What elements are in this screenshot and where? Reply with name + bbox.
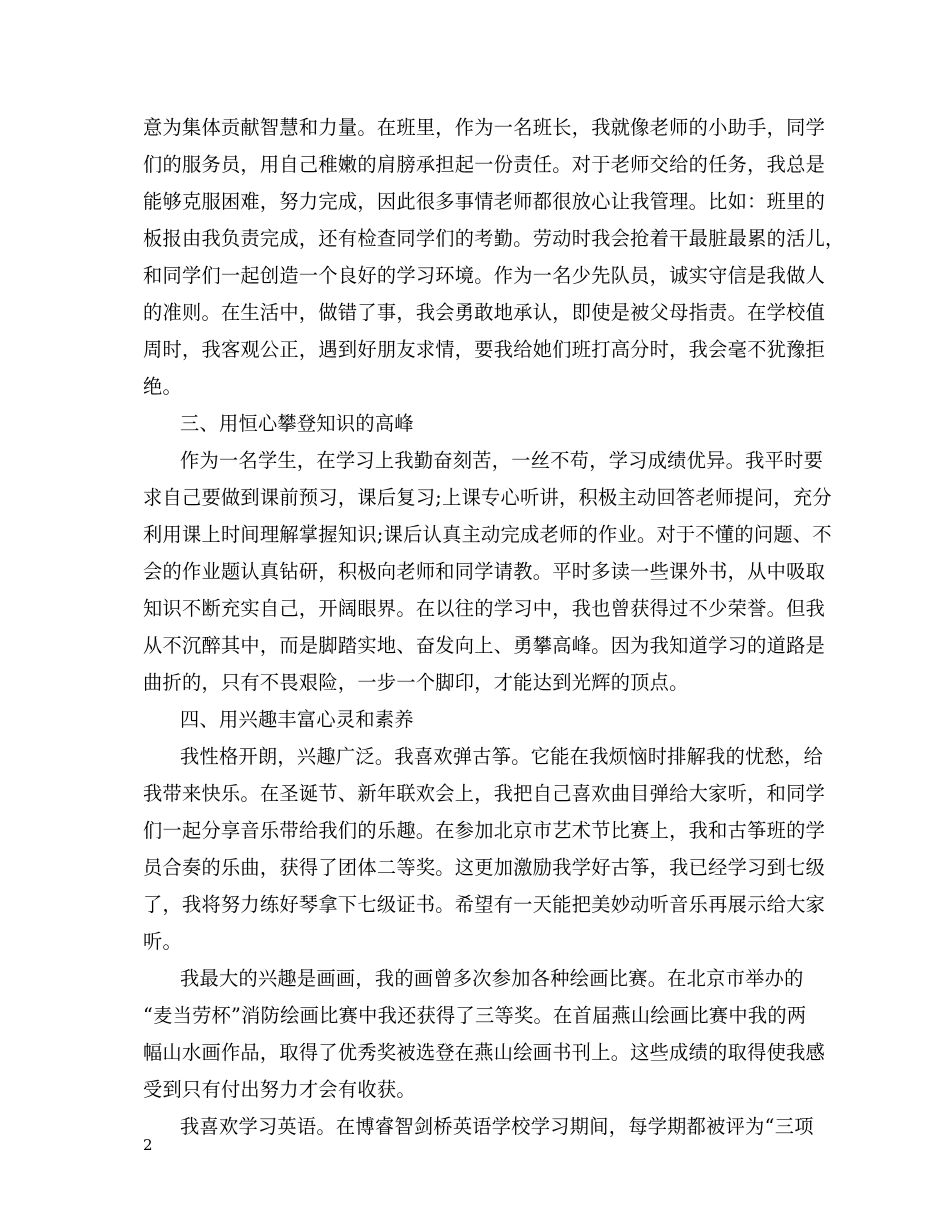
text-line: 受到只有付出努力才会有收获。 xyxy=(143,1078,416,1101)
section-heading: 三、用恒心攀登知识的高峰 xyxy=(180,412,414,435)
text-line: 曲折的，只有不畏艰险，一步一个脚印，才能达到光辉的顶点。 xyxy=(143,671,689,694)
text-line: 员合奏的乐曲，获得了团体二等奖。这更加激励我学好古筝，我已经学习到七级 xyxy=(143,856,826,879)
page-number: 2 xyxy=(143,1136,153,1154)
text-line: 绝。 xyxy=(143,375,182,398)
text-line: 听。 xyxy=(143,930,182,953)
paragraph-first-line: 作为一名学生，在学习上我勤奋刻苦，一丝不苟，学习成绩优异。我平时要 xyxy=(180,449,824,472)
text-line: 从不沉醉其中，而是脚踏实地、奋发向上、勇攀高峰。因为我知道学习的道路是 xyxy=(143,634,826,657)
text-line: 能够克服困难，努力完成，因此很多事情老师都很放心让我管理。比如：班里的 xyxy=(143,190,826,213)
text-line: 我带来快乐。在圣诞节、新年联欢会上，我把自己喜欢曲目弹给大家听，和同学 xyxy=(143,782,826,805)
text-line: 利用课上时间理解掌握知识;课后认真主动完成老师的作业。对于不懂的问题、不 xyxy=(143,523,832,546)
text-line: 求自己要做到课前预习，课后复习;上课专心听讲，积极主动回答老师提问，充分 xyxy=(143,486,832,509)
paragraph-first-line: 我性格开朗，兴趣广泛。我喜欢弹古筝。它能在我烦恼时排解我的忧愁，给 xyxy=(180,745,824,768)
text-line: 和同学们一起创造一个良好的学习环境。作为一名少先队员，诚实守信是我做人 xyxy=(143,264,826,287)
text-line: 们的服务员，用自己稚嫩的肩膀承担起一份责任。对于老师交给的任务，我总是 xyxy=(143,153,826,176)
text-line: 幅山水画作品，取得了优秀奖被选登在燕山绘画书刊上。这些成绩的取得使我感 xyxy=(143,1041,826,1064)
text-line: 会的作业题认真钻研，积极向老师和同学请教。平时多读一些课外书，从中吸取 xyxy=(143,560,826,583)
text-line: 意为集体贡献智慧和力量。在班里，作为一名班长，我就像老师的小助手，同学 xyxy=(143,116,826,139)
text-line: 知识不断充实自己，开阔眼界。在以往的学习中，我也曾获得过不少荣誉。但我 xyxy=(143,597,826,620)
text-line: “麦当劳杯”消防绘画比赛中我还获得了三等奖。在首届燕山绘画比赛中我的两 xyxy=(143,1004,807,1027)
text-line: 了，我将努力练好琴拿下七级证书。希望有一天能把美妙动听音乐再展示给大家 xyxy=(143,893,826,916)
text-line: 们一起分享音乐带给我们的乐趣。在参加北京市艺术节比赛上，我和古筝班的学 xyxy=(143,819,826,842)
text-line: 周时，我客观公正，遇到好朋友求情，要我给她们班打高分时，我会毫不犹豫拒 xyxy=(143,338,826,361)
paragraph-first-line: 我最大的兴趣是画画，我的画曾多次参加各种绘画比赛。在北京市举办的 xyxy=(180,967,804,990)
paragraph-first-line: 我喜欢学习英语。在博睿智剑桥英语学校学习期间，每学期都被评为“三项 xyxy=(180,1115,814,1138)
text-line: 板报由我负责完成，还有检查同学们的考勤。劳动时我会抢着干最脏最累的活儿， xyxy=(143,227,845,250)
section-heading: 四、用兴趣丰富心灵和素养 xyxy=(180,708,414,731)
text-line: 的准则。在生活中，做错了事，我会勇敢地承认，即使是被父母指责。在学校值 xyxy=(143,301,826,324)
